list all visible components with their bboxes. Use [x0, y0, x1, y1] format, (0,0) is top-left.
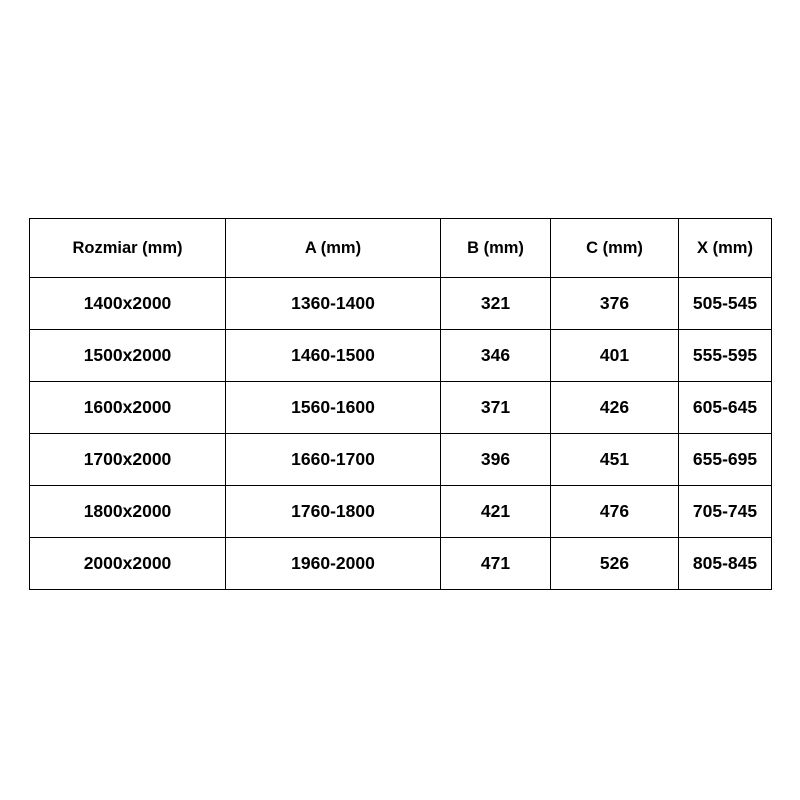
cell-a: 1660-1700: [226, 434, 441, 486]
cell-size: 2000x2000: [30, 538, 226, 590]
cell-b: 396: [441, 434, 551, 486]
table-row: [30, 434, 772, 486]
cell-x: 555-595: [679, 330, 772, 382]
cell-x: 605-645: [679, 382, 772, 434]
column-header-c: C (mm): [551, 219, 679, 278]
dimensions-table: [29, 218, 772, 590]
cell-size: 1500x2000: [30, 330, 226, 382]
cell-x: 705-745: [679, 486, 772, 538]
column-header-x: X (mm): [679, 219, 772, 278]
cell-b: 471: [441, 538, 551, 590]
cell-size: 1800x2000: [30, 486, 226, 538]
cell-c: 426: [551, 382, 679, 434]
table-row: [30, 278, 772, 330]
column-header-a: A (mm): [226, 219, 441, 278]
cell-a: 1460-1500: [226, 330, 441, 382]
cell-x: 655-695: [679, 434, 772, 486]
cell-x: 505-545: [679, 278, 772, 330]
cell-size: 1700x2000: [30, 434, 226, 486]
cell-b: 346: [441, 330, 551, 382]
cell-c: 476: [551, 486, 679, 538]
cell-c: 526: [551, 538, 679, 590]
table-body: [30, 278, 772, 590]
dimensions-table-container: [29, 218, 771, 590]
table-row: [30, 486, 772, 538]
cell-b: 321: [441, 278, 551, 330]
cell-x: 805-845: [679, 538, 772, 590]
cell-a: 1960-2000: [226, 538, 441, 590]
cell-b: 421: [441, 486, 551, 538]
cell-a: 1560-1600: [226, 382, 441, 434]
table-row: [30, 538, 772, 590]
column-header-b: B (mm): [441, 219, 551, 278]
cell-c: 376: [551, 278, 679, 330]
table-header-row: [30, 219, 772, 278]
cell-a: 1760-1800: [226, 486, 441, 538]
column-header-rozmiar: Rozmiar (mm): [30, 219, 226, 278]
cell-b: 371: [441, 382, 551, 434]
cell-c: 401: [551, 330, 679, 382]
cell-size: 1400x2000: [30, 278, 226, 330]
table-row: [30, 382, 772, 434]
cell-size: 1600x2000: [30, 382, 226, 434]
cell-c: 451: [551, 434, 679, 486]
cell-a: 1360-1400: [226, 278, 441, 330]
table-header: [30, 219, 772, 278]
table-row: [30, 330, 772, 382]
